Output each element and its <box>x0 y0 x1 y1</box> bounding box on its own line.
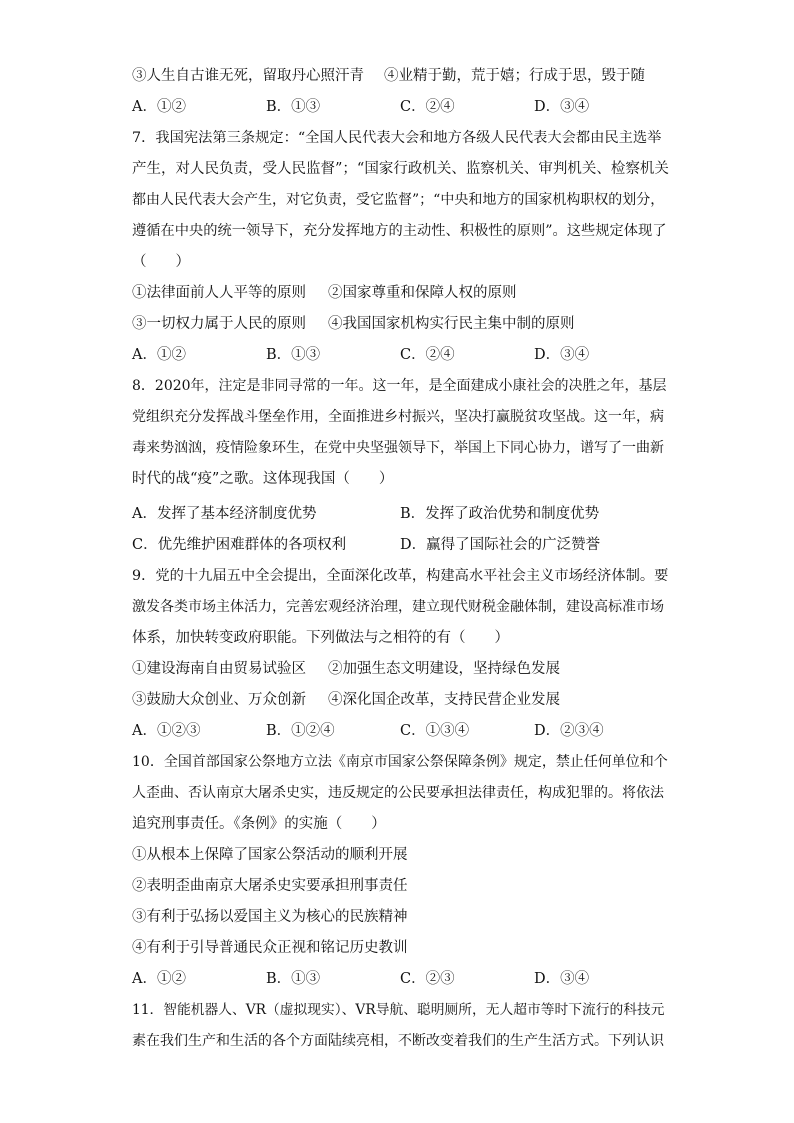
q7-item-1: ①法律面前人人平等的原则 <box>132 285 306 301</box>
q9-stem-line-3: 体系，加快转变政府职能。下列做法与之相符的有（ ） <box>132 630 509 646</box>
q10-option-b[interactable]: B．①③ <box>266 971 321 987</box>
q9-options <box>132 721 668 741</box>
q11-stem-line-2: 素在我们生产和生活的各个方面陆续亮相，不断改变着我们的生产生活方式。下列认识 <box>132 1033 664 1049</box>
q8-option-d[interactable]: D．赢得了国际社会的广泛赞誉 <box>400 537 601 553</box>
q7-answer-blank: （ ） <box>132 254 190 270</box>
q7-item-4: ④我国国家机构实行民主集中制的原则 <box>328 316 575 332</box>
q10-item-2: ②表明歪曲南京大屠杀史实要承担刑事责任 <box>132 878 408 894</box>
q8-stem-line-1: 8．2020年，注定是非同寻常的一年。这一年，是全面建成小康社会的决胜之年，基层 <box>132 378 667 394</box>
q9-stem-line-2: 激发各类市场主体活力，完善宏观经济治理，建立现代财税金融体制，建设高标准市场 <box>132 599 664 615</box>
q7-stem-line-4: 遵循在中央的统一领导下，充分发挥地方的主动性、积极性的原则”。这些规定体现了 <box>132 223 667 239</box>
q7-options <box>132 345 668 365</box>
q6-items-row-2 <box>132 66 668 86</box>
q9-item-1: ①建设海南自由贸易试验区 <box>132 661 306 677</box>
q9-items-row-1 <box>132 659 668 679</box>
q9-items-row-2 <box>132 690 668 710</box>
q8-options-row-2 <box>132 535 668 555</box>
q6-item-3: ③人生自古谁无死，留取丹心照汗青 <box>132 68 364 84</box>
q9-item-3: ③鼓励大众创业、万众创新 <box>132 692 306 708</box>
q7-stem-line-1: 7．我国宪法第三条规定：“全国人民代表大会和地方各级人民代表大会都由民主选举 <box>132 130 662 146</box>
q8-option-a[interactable]: A．发挥了基本经济制度优势 <box>132 506 317 522</box>
q6-option-c[interactable]: C．②④ <box>400 99 455 115</box>
q10-item-4: ④有利于引导普通民众正视和铭记历史教训 <box>132 940 408 956</box>
q9-option-a[interactable]: A．①②③ <box>132 723 201 739</box>
q9-option-d[interactable]: D．②③④ <box>534 723 604 739</box>
q8-stem-line-3: 毒来势汹汹，疫情险象环生，在党中央坚强领导下，举国上下同心协力，谱写了一曲新 <box>132 440 664 456</box>
q7-option-b[interactable]: B．①③ <box>266 347 321 363</box>
q7-option-c[interactable]: C．②④ <box>400 347 455 363</box>
q10-option-c[interactable]: C．②③ <box>400 971 455 987</box>
q10-option-d[interactable]: D．③④ <box>534 971 590 987</box>
q10-item-3: ③有利于弘扬以爱国主义为核心的民族精神 <box>132 909 408 925</box>
q7-stem-line-2: 产生，对人民负责，受人民监督”；“国家行政机关、监察机关、审判机关、检察机关 <box>132 161 669 177</box>
q6-option-a[interactable]: A．①② <box>132 99 186 115</box>
q7-items-row-1 <box>132 283 668 303</box>
q9-stem-line-1: 9．党的十九届五中全会提出，全面深化改革，构建高水平社会主义市场经济体制。要 <box>132 568 669 584</box>
q9-option-c[interactable]: C．①③④ <box>400 723 470 739</box>
q10-options <box>132 969 668 989</box>
q7-stem-line-3: 都由人民代表大会产生，对它负责，受它监督”；“中央和地方的国家机构职权的划分， <box>132 192 665 208</box>
q8-option-b[interactable]: B．发挥了政治优势和制度优势 <box>400 506 600 522</box>
q8-stem-line-4: 时代的战“疫”之歌。这体现我国（ ） <box>132 471 394 487</box>
q9-option-b[interactable]: B．①②④ <box>266 723 335 739</box>
q10-stem-line-2: 人歪曲、否认南京大屠杀史实，违反规定的公民要承担法律责任，构成犯罪的。将依法 <box>132 785 664 801</box>
q7-item-2: ②国家尊重和保障人权的原则 <box>328 285 517 301</box>
q6-option-d[interactable]: D．③④ <box>534 99 590 115</box>
q6-option-b[interactable]: B．①③ <box>266 99 321 115</box>
q9-item-4: ④深化国企改革，支持民营企业发展 <box>328 692 560 708</box>
q7-option-d[interactable]: D．③④ <box>534 347 590 363</box>
q8-stem-line-2: 党组织充分发挥战斗堡垒作用，全面推进乡村振兴，坚决打赢脱贫攻坚战。这一年，病 <box>132 409 664 425</box>
q6-options <box>132 97 668 117</box>
q9-item-2: ②加强生态文明建设，坚持绿色发展 <box>328 661 560 677</box>
q10-stem-line-3: 追究刑事责任。《条例》的实施（ ） <box>132 816 386 832</box>
q10-option-a[interactable]: A．①② <box>132 971 186 987</box>
q8-options-row-1 <box>132 504 668 524</box>
q6-item-4: ④业精于勤，荒于嬉；行成于思，毁于随 <box>384 68 645 84</box>
q8-option-c[interactable]: C．优先维护困难群体的各项权利 <box>132 537 347 553</box>
q7-item-3: ③一切权力属于人民的原则 <box>132 316 306 332</box>
q10-stem-line-1: 10．全国首部国家公祭地方立法《南京市国家公祭保障条例》规定，禁止任何单位和个 <box>132 754 668 770</box>
q10-item-1: ①从根本上保障了国家公祭活动的顺利开展 <box>132 847 408 863</box>
q7-option-a[interactable]: A．①② <box>132 347 186 363</box>
q11-stem-line-1: 11．智能机器人、VR（虚拟现实）、VR导航、聪明厕所，无人超市等时下流行的科技元 <box>132 1002 665 1018</box>
q7-items-row-2 <box>132 314 668 334</box>
